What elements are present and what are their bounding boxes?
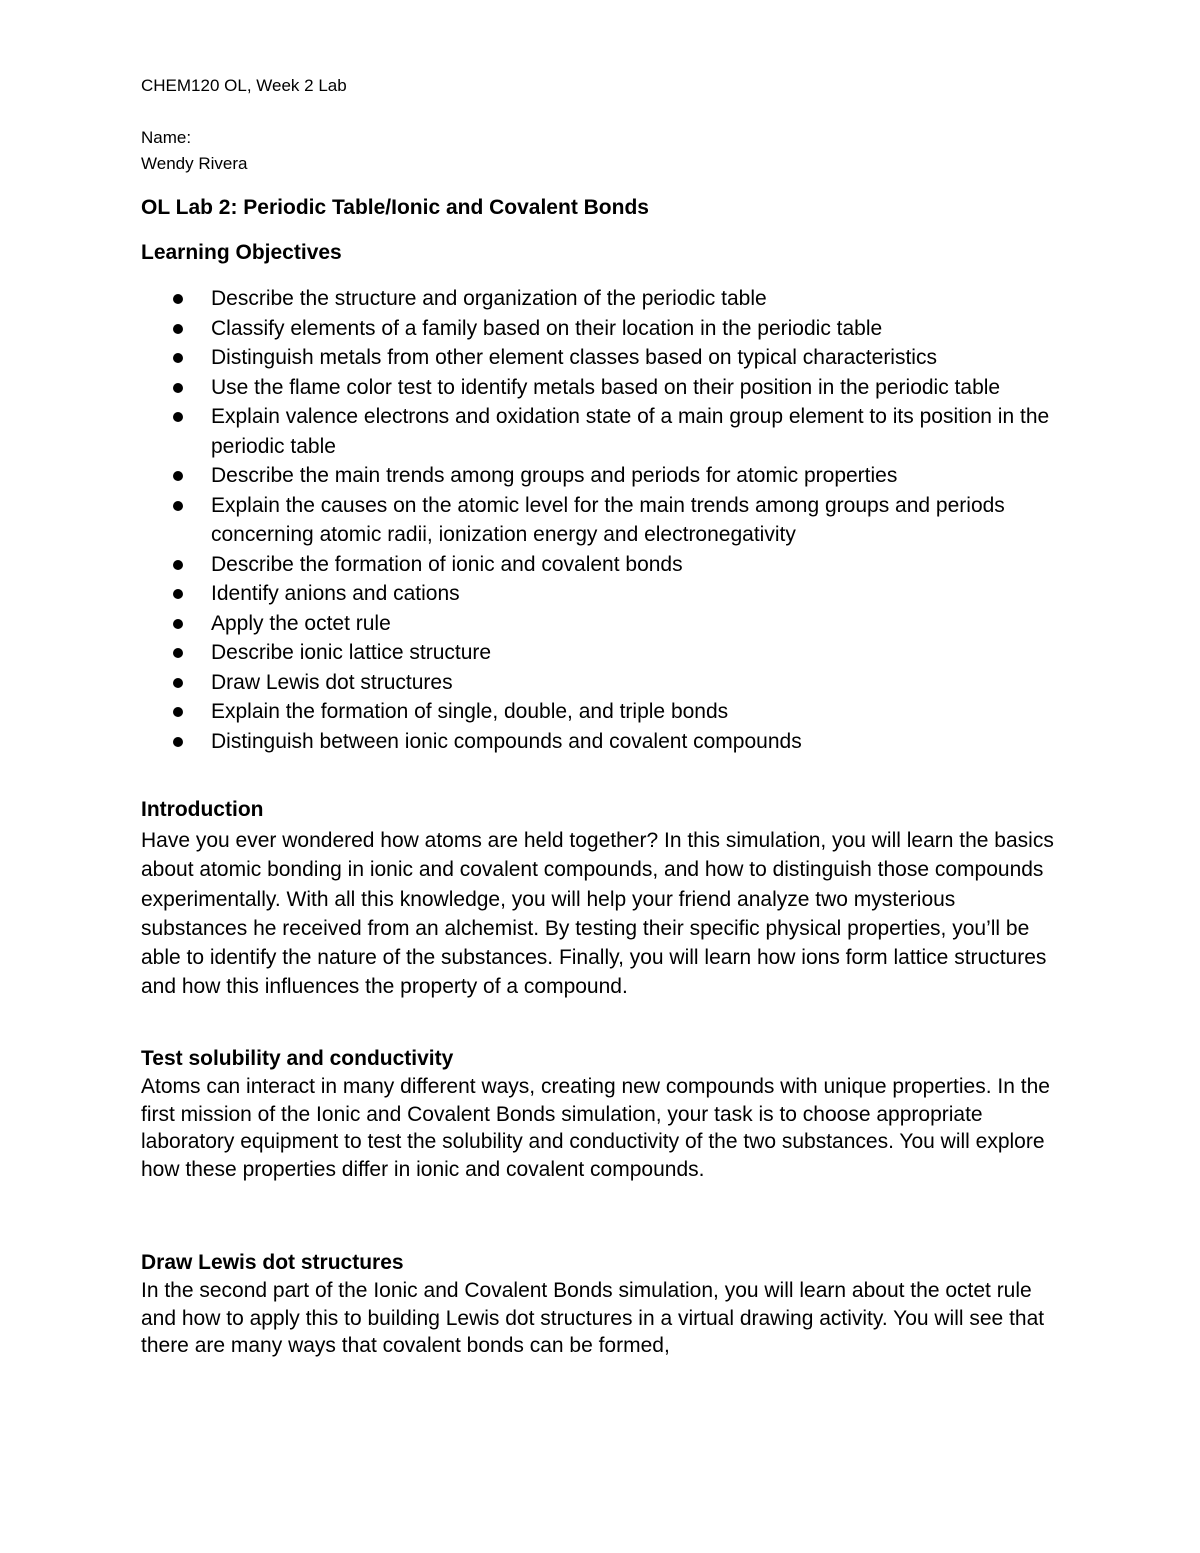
introduction-body: Have you ever wondered how atoms are held together? In this simulation, you will learn the basics about atomic bonding in ionic and covalent compounds, and how to distinguish those compounds experimentally. With all this knowledge, you will help your friend analyze two mysterious substances he received from an alchemist. By testing their specific physical properties, you’ll be able to identify the nature of the substances. Finally, you will learn how ions form lattice structures and how this influences the property of a compound.: [141, 829, 1054, 999]
objective-text: Describe the formation of ionic and covalent bonds: [211, 552, 683, 576]
list-item: [141, 609, 1061, 639]
objective-text: Use the flame color test to identify metals based on their position in the periodic table: [211, 375, 1001, 399]
objective-text: Explain the formation of single, double, and triple bonds: [211, 700, 729, 723]
objective-text: Classify elements of a family based on their location in the periodic table: [211, 316, 883, 340]
bullet-icon: [173, 294, 183, 304]
objective-text: Describe the structure and organization of the periodic table: [211, 287, 767, 310]
list-item: [141, 373, 1061, 403]
bullet-icon: [173, 471, 183, 481]
bullet-icon: [173, 737, 183, 747]
test-solubility-heading: Test solubility and conductivity: [141, 1047, 454, 1070]
bullet-icon: [173, 383, 183, 393]
objective-text: Distinguish between ionic compounds and covalent compounds: [211, 729, 802, 753]
bullet-icon: [173, 648, 183, 658]
objective-text: Apply the octet rule: [211, 611, 391, 635]
lewis-body: In the second part of the Ionic and Covalent Bonds simulation, you will learn about the octet rule and how to apply this to building Lewis dot structures in a virtual drawing activity. You will see that there are many ways that covalent bonds can be formed,: [141, 1279, 1045, 1357]
objective-text: Draw Lewis dot structures: [211, 670, 453, 694]
bullet-icon: [173, 707, 183, 717]
test-solubility-body: Atoms can interact in many different ways, creating new compounds with unique properties. In the first mission of the Ionic and Covalent Bonds simulation, your task is to choose appropriate laboratory equipment to test the solubility and conductivity of the two substances. You will explore how these properties differ in ionic and covalent compounds.: [141, 1075, 1050, 1181]
bullet-icon: [173, 412, 183, 422]
list-item: [141, 579, 1061, 609]
list-item: [141, 550, 1061, 580]
bullet-icon: [173, 589, 183, 599]
objective-text: Distinguish metals from other element classes based on typical characteristics: [211, 346, 937, 369]
objective-text: Describe the main trends among groups and periods for atomic properties: [211, 464, 898, 487]
bullet-icon: [173, 560, 183, 570]
objective-text: Explain the causes on the atomic level for the main trends among groups and periods concerning atomic radii, ionization energy and electronegativity: [211, 493, 1005, 546]
objective-text: Identify anions and cations: [211, 582, 460, 605]
list-item: [141, 284, 1061, 314]
bullet-icon: [173, 324, 183, 334]
objective-text: Explain valence electrons and oxidation state of a main group element to its position in the periodic table: [211, 405, 1050, 458]
list-item: [141, 668, 1061, 698]
list-item: [141, 343, 1061, 373]
bullet-icon: [173, 501, 183, 511]
bullet-icon: [173, 619, 183, 629]
learning-objectives-heading: Learning Objectives: [141, 241, 342, 264]
list-item: [141, 727, 1061, 757]
bullet-icon: [173, 353, 183, 363]
learning-objectives-list: [141, 284, 1061, 756]
introduction-heading: Introduction: [141, 798, 264, 821]
document-title: OL Lab 2: Periodic Table/Ionic and Covalent Bonds: [141, 196, 649, 219]
objective-text: Describe ionic lattice structure: [211, 641, 492, 664]
list-item: [141, 491, 1061, 550]
course-line: CHEM120 OL, Week 2 Lab: [141, 76, 347, 95]
name-value: Wendy Rivera: [141, 154, 248, 173]
list-item: [141, 697, 1061, 727]
list-item: [141, 402, 1061, 461]
list-item: [141, 638, 1061, 668]
name-label: Name:: [141, 128, 192, 147]
bullet-icon: [173, 678, 183, 688]
list-item: [141, 314, 1061, 344]
list-item: [141, 461, 1061, 491]
lewis-heading: Draw Lewis dot structures: [141, 1251, 404, 1274]
